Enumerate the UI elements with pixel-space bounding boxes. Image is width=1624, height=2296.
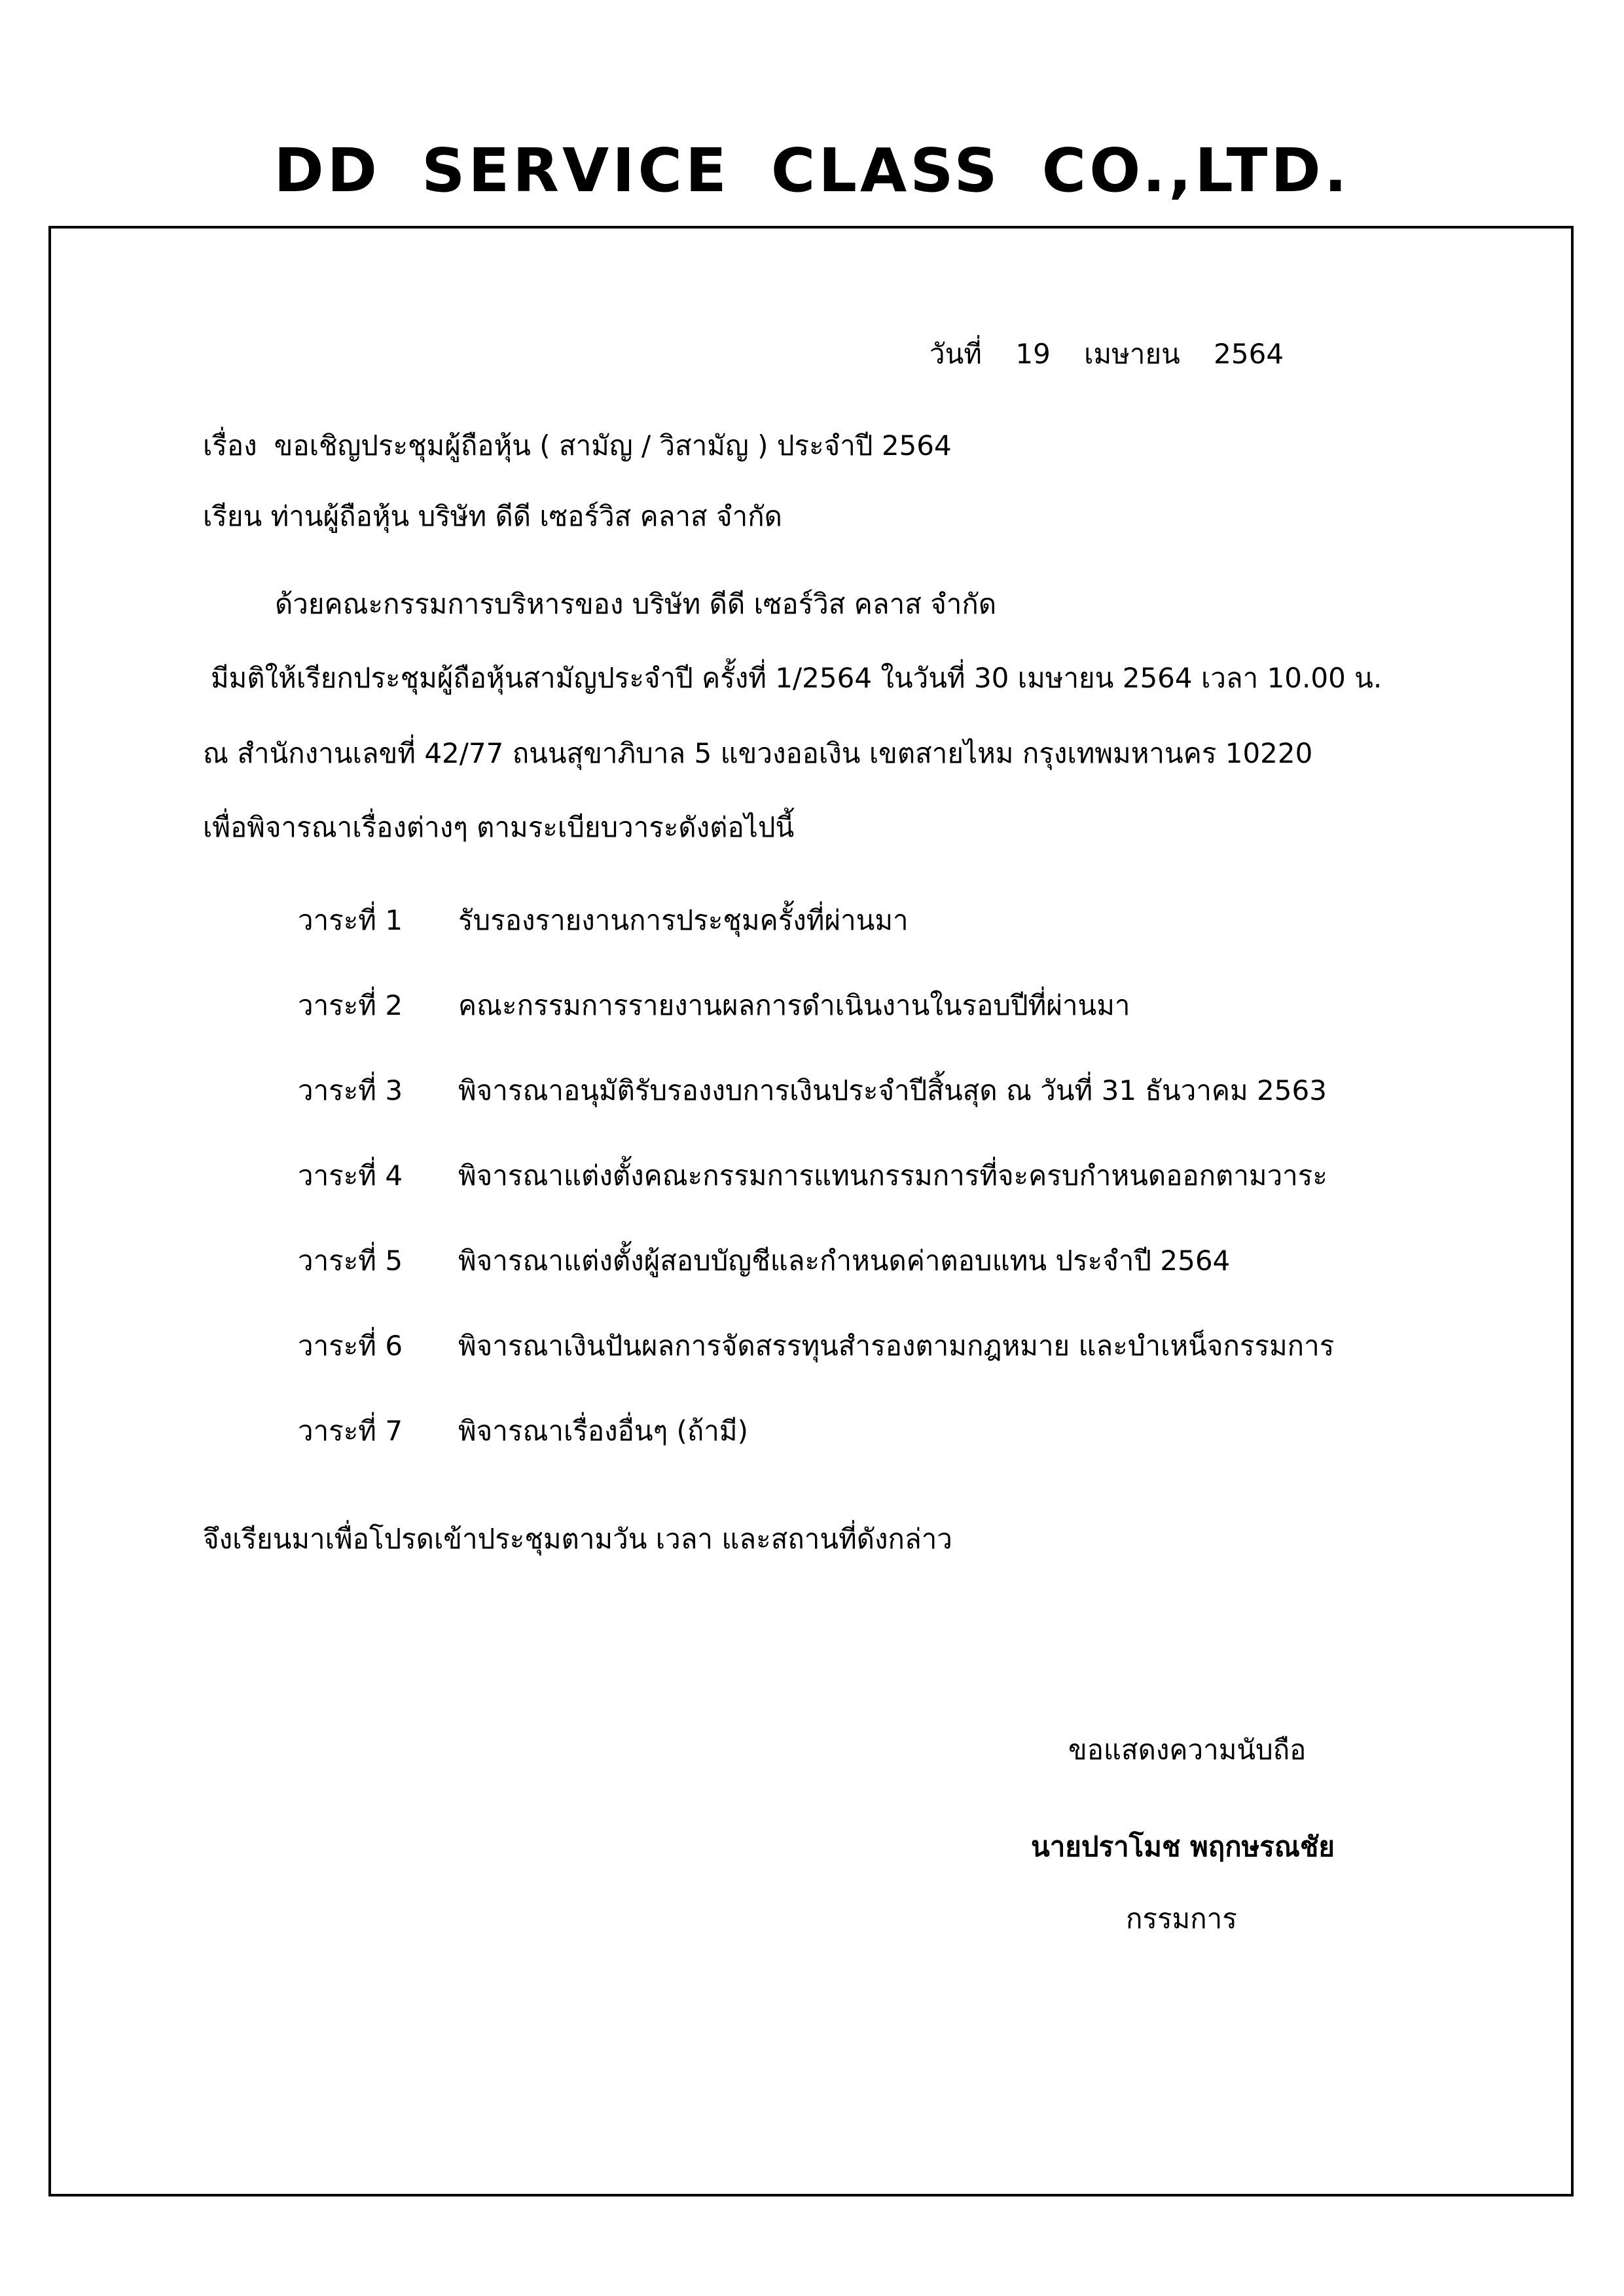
agenda-number: วาระที่ 5	[298, 1245, 403, 1277]
date-month: เมษายน	[1084, 338, 1180, 370]
body-paragraph-3: ณ สำนักงานเลขที่ 42/77 ถนนสุขาภิบาล 5 แขวงออเงิน เขตสายไหม กรุงเทพมหานคร 10220	[203, 737, 1313, 769]
date-year: 2564	[1214, 338, 1284, 370]
date-label: วันที่	[929, 338, 982, 370]
agenda-text: คณะกรรมการรายงานผลการดำเนินงานในรอบปีที่ผ่านมา	[458, 989, 1130, 1021]
subject-label: เรื่อง	[203, 429, 257, 462]
closing-line: จึงเรียนมาเพื่อโปรดเข้าประชุมตามวัน เวลา และสถานที่ดังกล่าว	[203, 1523, 952, 1555]
agenda-text: พิจารณาเรื่องอื่นๆ (ถ้ามี)	[458, 1415, 748, 1447]
letter-date	[929, 340, 1284, 368]
subject-line	[203, 429, 952, 462]
signatory-name: นายปราโมช พฤกษรณชัย	[1031, 1831, 1335, 1863]
agenda-text: รับรองรายงานการประชุมครั้งที่ผ่านมา	[458, 904, 909, 936]
agenda-text: พิจารณาแต่งตั้งผู้สอบบัญชีและกำหนดค่าตอบแทน ประจำปี 2564	[458, 1245, 1231, 1277]
agenda-text: พิจารณาแต่งตั้งคณะกรรมการแทนกรรมการที่จะครบกำหนดออกตามวาระ	[458, 1159, 1327, 1192]
agenda-number: วาระที่ 7	[298, 1415, 403, 1447]
subject-text: ขอเชิญประชุมผู้ถือหุ้น ( สามัญ / วิสามัญ ) ประจำปี 2564	[274, 429, 952, 462]
agenda-number: วาระที่ 1	[298, 904, 403, 936]
body-paragraph-1: ด้วยคณะกรรมการบริหารของ บริษัท ดีดี เซอร์วิส คลาส จำกัด	[275, 588, 997, 620]
company-name: DD SERVICE CLASS CO.,LTD.	[274, 136, 1350, 206]
agenda-number: วาระที่ 4	[298, 1159, 403, 1192]
agenda-number: วาระที่ 2	[298, 989, 403, 1021]
agenda-text: พิจารณาอนุมัติรับรองงบการเงินประจำปีสิ้นสุด ณ วันที่ 31 ธันวาคม 2563	[458, 1074, 1327, 1106]
agenda-text: พิจารณาเงินปันผลการจัดสรรทุนสำรองตามกฎหมาย และบำเหน็จกรรมการ	[458, 1330, 1335, 1362]
body-paragraph-2: มีมติให้เรียกประชุมผู้ถือหุ้นสามัญประจำปี ครั้งที่ 1/2564 ในวันที่ 30 เมษายน 2564 เวลา 10.00 น.	[211, 662, 1382, 694]
date-day: 19	[1015, 338, 1051, 370]
agenda-number: วาระที่ 3	[298, 1074, 403, 1106]
signatory-title: กรรมการ	[1126, 1903, 1237, 1935]
recipient-line: เรียน ท่านผู้ถือหุ้น บริษัท ดีดี เซอร์วิส คลาส จำกัด	[203, 500, 782, 532]
signature-regards: ขอแสดงความนับถือ	[1068, 1734, 1307, 1766]
agenda-number: วาระที่ 6	[298, 1330, 403, 1362]
body-paragraph-4: เพื่อพิจารณาเรื่องต่างๆ ตามระเบียบวาระดังต่อไปนี้	[203, 811, 795, 843]
